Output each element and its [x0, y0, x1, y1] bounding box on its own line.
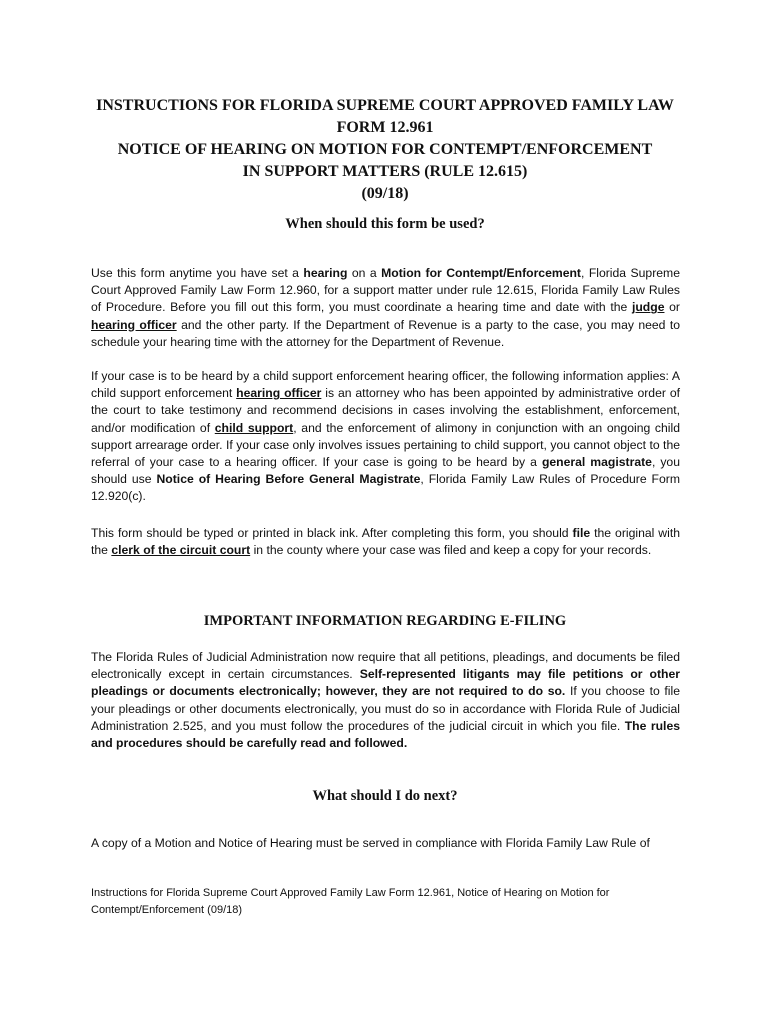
paragraph-e-filing [91, 649, 680, 752]
title-line-1: INSTRUCTIONS FOR FLORIDA SUPREME COURT APPROVED FAMILY LAW [96, 97, 674, 114]
text-run: This form should be typed or printed in black ink. After completing this form, you should [91, 526, 573, 540]
term-child-support: child support [214, 420, 294, 435]
term-notice-general-magistrate: Notice of Hearing Before General Magistrate [156, 472, 421, 487]
footer-line-2: Contempt/Enforcement (09/18) [91, 904, 243, 916]
term-motion-contempt: Motion for Contempt/Enforcement [381, 266, 581, 280]
text-run: on a [347, 266, 382, 280]
text-run: Use this form anytime you have set a [91, 266, 304, 280]
term-hearing: hearing [303, 266, 348, 280]
text-run: is an attorney who has been appointed by administrative order of the court to take testimony and recommend decisions in cases involving the establishment, enforcement, and/or modification of [91, 386, 680, 435]
text-run: or [664, 300, 680, 315]
section-heading-e-filing: IMPORTANT INFORMATION REGARDING E-FILING [203, 613, 567, 629]
text-run: If your case is to be heard by a child support enforcement hearing officer, the following information applies: A child support enforcement [91, 369, 680, 401]
emphasis-rules-read: The rules and procedures should be carefully read and followed. [91, 718, 680, 751]
paragraph-what-next: A copy of a Motion and Notice of Hearing must be served in compliance with Florida Family Law Rule of [91, 836, 650, 850]
text-run: and the other party. If the Department of Revenue is a party to the case, you may need to schedule your hearing time with the attorney for the Department of Revenue. [91, 317, 681, 349]
text-run: , you should use [91, 455, 680, 487]
term-general-magistrate: general magistrate [541, 455, 652, 470]
title-line-5: (09/18) [361, 185, 409, 202]
text-run: in the county where your case was filed and keep a copy for your records. [250, 543, 652, 558]
text-run: the original with the [91, 526, 680, 558]
page-footer [91, 885, 681, 919]
text-run: The Florida Rules of Judicial Administration now require that all petitions, pleadings, and documents be filed electronically except in certain circumstances. [91, 650, 680, 682]
title-line-3: NOTICE OF HEARING ON MOTION FOR CONTEMPT/ENFORCEMENT [117, 141, 653, 158]
term-clerk-circuit-court: clerk of the circuit court [111, 543, 251, 558]
section-heading-when-to-use: When should this form be used? [285, 216, 485, 232]
term-hearing-officer: hearing officer [91, 317, 177, 332]
footer-line-1: Instructions for Florida Supreme Court Approved Family Law Form 12.961, Notice of Hearing on Motion for [91, 887, 610, 899]
paragraph-hearing-officer [91, 368, 680, 506]
text-run: If you choose to file your pleadings or other documents electronically, you must do so in accordance with Florida Rule of Judicial Administration 2.525, and you must follow the procedures of the judicial circuit in which you file. [91, 684, 680, 733]
text-run: , Florida Family Law Rules of Procedure Form 12.920(c). [91, 472, 680, 504]
text-run: , and the enforcement of alimony in conjunction with an ongoing child support arrearage order. If your case only involves issues pertaining to child support, you cannot object to the referral of your case to a hearing officer. If your case is going to be heard by a [91, 420, 680, 470]
paragraph-when-to-use [91, 265, 680, 351]
document-title [70, 95, 700, 205]
paragraph-filing [91, 525, 680, 559]
term-hearing-officer: hearing officer [236, 386, 322, 401]
section-heading-what-next: What should I do next? [312, 788, 458, 804]
title-line-4: IN SUPPORT MATTERS (RULE 12.615) [242, 163, 528, 180]
term-judge: judge [631, 300, 665, 315]
emphasis-self-represented: Self-represented litigants may file petitions or other pleadings or documents electronically; however, they are not required to do so. [91, 667, 681, 699]
text-run: , Florida Supreme Court Approved Family Law Form 12.960, for a support matter under rule 12.615, Florida Family Law Rules of Procedure. Before you fill out this form, you must coordinate a hearing time and date with the [91, 266, 680, 315]
term-file: file [572, 526, 591, 540]
title-line-2: FORM 12.961 [336, 119, 434, 136]
